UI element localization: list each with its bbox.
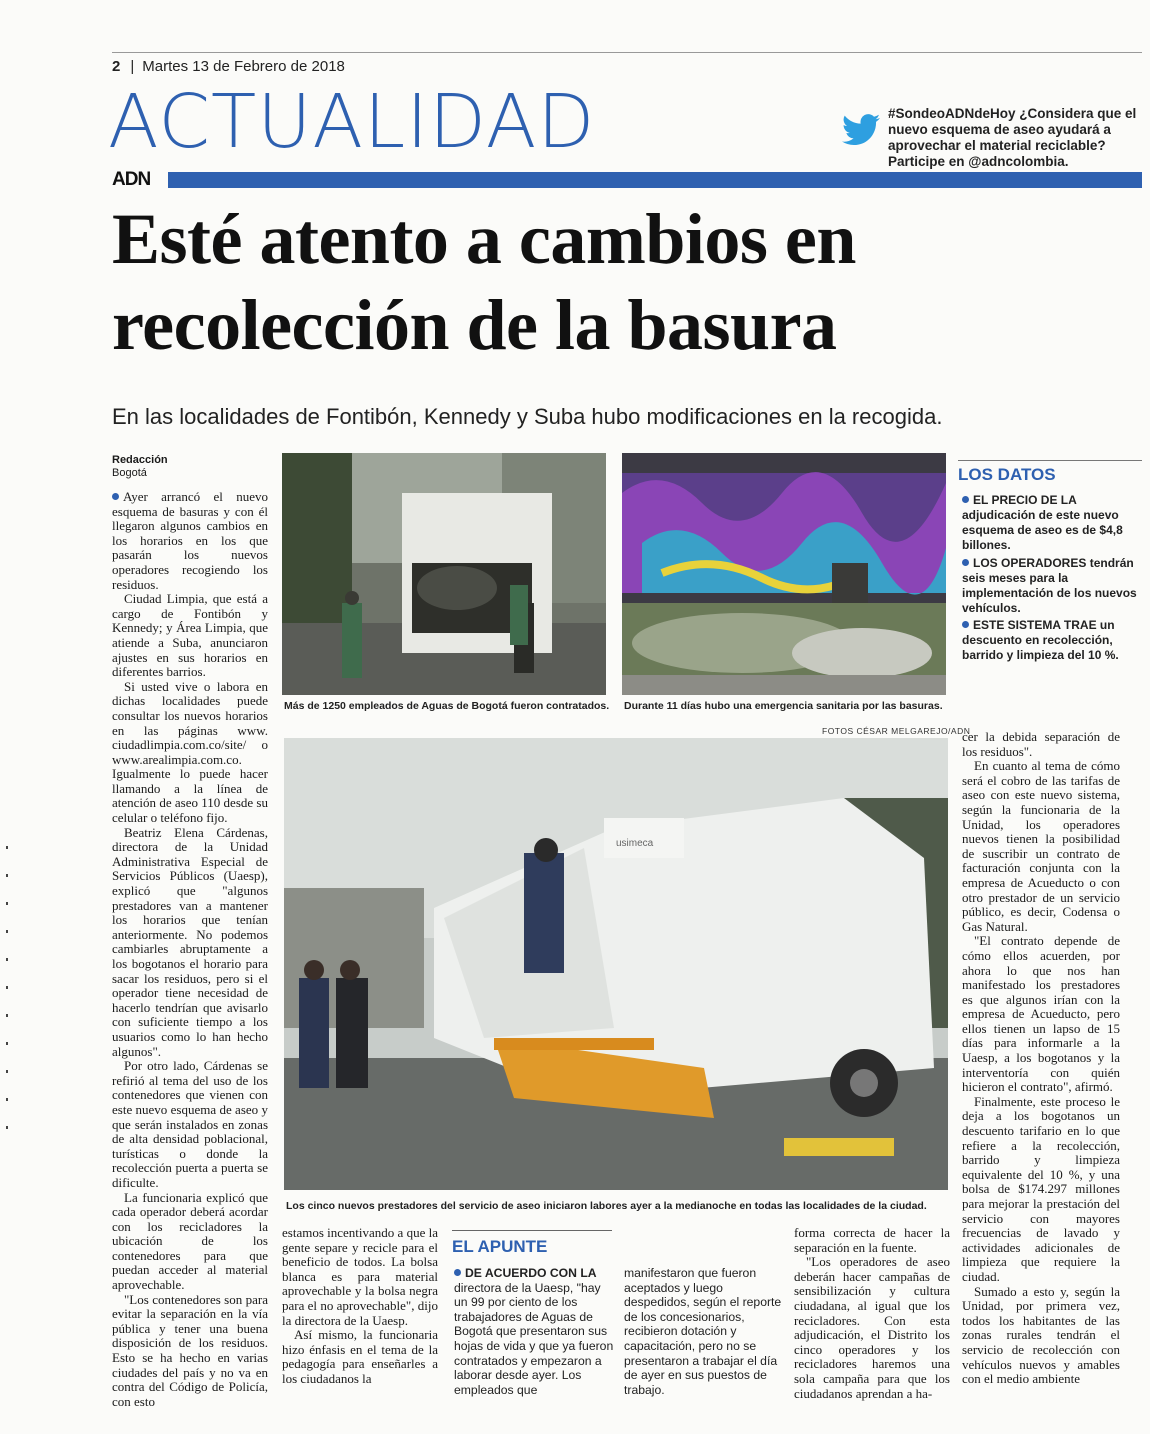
byline-city: Bogotá: [112, 467, 147, 479]
article-paragraph: "Los contenedores son para evitar la separación en la vía pública y tener una buena disposición de los residuos. Esto se ha hecho en varias ciudades del país y no va en contra del Código de Policía, con esto: [112, 1291, 268, 1409]
photo-graffiti-trash: [622, 453, 946, 695]
poll-question: ¿Considera que el nuevo esquema de aseo ayudará a aprovechar el material reciclable? Participe en @adncolombia.: [888, 106, 1137, 169]
issue-date: Martes 13 de Febrero de 2018: [142, 58, 345, 75]
article-paragraph: Ayer arrancó el nuevo esquema de basuras y con él llegaron algunos cambios en los horarios en los que pasarán los nuevos operadores recogiendo los residuos.: [112, 489, 268, 592]
twitter-bird-icon: [842, 114, 880, 146]
apunte-text-1: DE ACUERDO CON LA directora de la Uaesp, "hay un 99 por ciento de los trabajadores de Aguas de Bogotá que presentaron sus hojas de vida y que ya fueron contratados y empezaron a laborar desde ayer. Los empleados que: [454, 1266, 614, 1397]
datos-item: EL PRECIO DE LA adjudicación de este nuevo esquema de aseo es de $4,8 billones.: [962, 493, 1123, 552]
article-column-2: [282, 1226, 438, 1387]
poll-hashtag: #SondeoADNdeHoy: [888, 106, 1016, 121]
article-column-6: [962, 730, 1120, 1387]
article-paragraph: estamos incentivando a que la gente separe y recicle para el beneficio de todos. La bolsa blanca es para material aprovechable y la bolsa negra para el no aprovechable", dijo la directora de la Uaesp.: [282, 1225, 438, 1328]
photo1-caption: Más de 1250 empleados de Aguas de Bogotá fueron contratados.: [284, 700, 610, 712]
main-photo-caption: Los cinco nuevos prestadores del servicio de aseo iniciaron labores ayer a la medianoche en todas las localidades de la ciudad.: [286, 1200, 927, 1212]
bullet-icon: [112, 493, 119, 500]
subheadline: En las localidades de Fontibón, Kennedy y Suba hubo modificaciones en la recogida.: [112, 404, 943, 429]
page-number: 2: [112, 58, 121, 75]
bullet-icon: [454, 1269, 461, 1276]
apunte-title: EL APUNTE: [452, 1230, 612, 1257]
article-paragraph: forma correcta de hacer la separación en la fuente.: [794, 1225, 950, 1255]
bullet-icon: [962, 559, 969, 566]
article-paragraph: Finalmente, este proceso le deja a los bogotanos un descuento tarifario en lo que refiere a la recolección, barrido y limpieza equivalente del 10 %, y una bolsa de $174.297 millones para mejorar la prestación del servicio con mayores frecuencias de lavado y actividades adicionales de limpieza que requiere la ciudad.: [962, 1093, 1120, 1284]
header-rule: [112, 52, 1142, 53]
byline: [112, 454, 168, 480]
apunte-key: DE ACUERDO CON LA: [465, 1266, 597, 1280]
bullet-icon: [962, 621, 969, 628]
photo2-caption: Durante 11 días hubo una emergencia sanitaria por las basuras.: [624, 700, 943, 712]
article-paragraph: En cuanto al tema de cómo será el cobro de las tarifas de aseo con este nuevo sistema, según la funcionaria de la Unidad, los operadores nuevos tienen la posibilidad de suscribir un contrato de facturación conjunta con la empresa de Acueducto o con otro prestador de un servicio público, es decir, Codensa o Gas Natural.: [962, 758, 1120, 934]
article-paragraph: "El contrato depende de cómo ellos acuerden, por ahora lo que nos han manifestado los prestadores es que algunos irían con la empresa de Acueducto, pero ellos tienen un lapso de 15 días para informarle a la Uaesp, a los bogotanos y la interventoría con quién hicieron el contrato", afirmó.: [962, 933, 1120, 1095]
article-paragraph: Sumado a esto y, según la Unidad, por primera vez, todos los habitantes de las zonas rurales tendrán el servicio de recolección con vehículos nuevos y amables con el medio ambiente: [962, 1283, 1120, 1387]
truck-brand-logo: usimeca: [616, 838, 654, 849]
article-column-1: [112, 490, 268, 1409]
folio-separator: |: [130, 58, 135, 75]
article-paragraph: Beatriz Elena Cárdenas, directora de la Unidad Administrativa Especial de Servicios Públicos (Uaesp), explicó que "algunos prestadores van a mantener los horarios que tenían anteriormente. No podemos cambiarles abruptamente a los bogotanos el horario para sacar los residuos, pero si el operador tiene necesidad de hacerlo tendrían que avisarlo con suficiente tiempo a los usuarios como lo han hecho algunos".: [112, 824, 268, 1059]
article-paragraph: Por otro lado, Cárdenas se refirió al tema del uso de los contenedores que vienen con este nuevo esquema de aseo y que serán instalados en zonas de alta densidad poblacional, turísticas o donde la recolección puerta a puerta se dificulte.: [112, 1058, 268, 1190]
byline-author: Redacción: [112, 454, 168, 466]
headline: Esté atento a cambios en recolección de la basura: [112, 199, 856, 365]
photo-truck-workers: [282, 453, 606, 695]
datos-item: LOS OPERADORES tendrán seis meses para la implementación de los nuevos vehículos.: [962, 556, 1137, 615]
adn-logo: ADN: [112, 169, 168, 191]
article-paragraph: Si usted vive o labora en dichas localidades puede consultar los nuevos horarios en las páginas www. ciudadlimpia.com.co/site/ o www.arealimpia.com.co. Igualmente lo puede hacer llamando a la línea de atención de aseo 110 desde su celular o teléfono fijo.: [112, 678, 268, 826]
article-paragraph: cer la debida separación de los residuos".: [962, 729, 1120, 759]
photo-main-garbage-truck: [284, 738, 948, 1190]
bullet-icon: [962, 496, 969, 503]
folio: [112, 58, 345, 75]
page-edge-marks: [6, 846, 8, 1146]
article-paragraph: La funcionaria explicó que cada operador deberá acordar con los recicladores la ubicación de los contenedores para que puedan acceder al material aprovechable.: [112, 1189, 268, 1293]
section-title: ACTUALIDAD: [108, 79, 596, 165]
twitter-poll-callout: [888, 106, 1148, 170]
photo-credit: FOTOS CÉSAR MELGAREJO/ADN: [822, 726, 971, 736]
brand-bar: [112, 172, 1142, 188]
article-paragraph: Así mismo, la funcionaria hizo énfasis en el tema de la pedagogía para enseñarles a los ciudadanos la: [282, 1327, 438, 1386]
article-paragraph: "Los operadores de aseo deberán hacer campañas de sensibilización y cultura ciudadana, al igual que los recicladores. Con esta adjudicación, el Distrito los cinco operadores y los recicladores haremos una sola campaña para que los ciudadanos aprendan a ha-: [794, 1254, 950, 1401]
datos-item: ESTE SISTEMA TRAE un descuento en recolección, barrido y limpieza del 10 %.: [962, 618, 1119, 662]
apunte-text-2: manifestaron que fueron aceptados y luego despedidos, según el reporte de los concesionarios, recibieron dotación y capacitación, pero no se presentaron a trabajar el día de ayer en sus puestos de trabajo.: [624, 1266, 782, 1397]
datos-title: LOS DATOS: [958, 460, 1142, 485]
article-column-5: [794, 1226, 950, 1401]
article-paragraph: Ciudad Limpia, que está a cargo de Fontibón y Kennedy; y Área Limpia, que atiende a Suba, anunciaron ajustes en sus horarios en diferentes barrios.: [112, 591, 268, 680]
